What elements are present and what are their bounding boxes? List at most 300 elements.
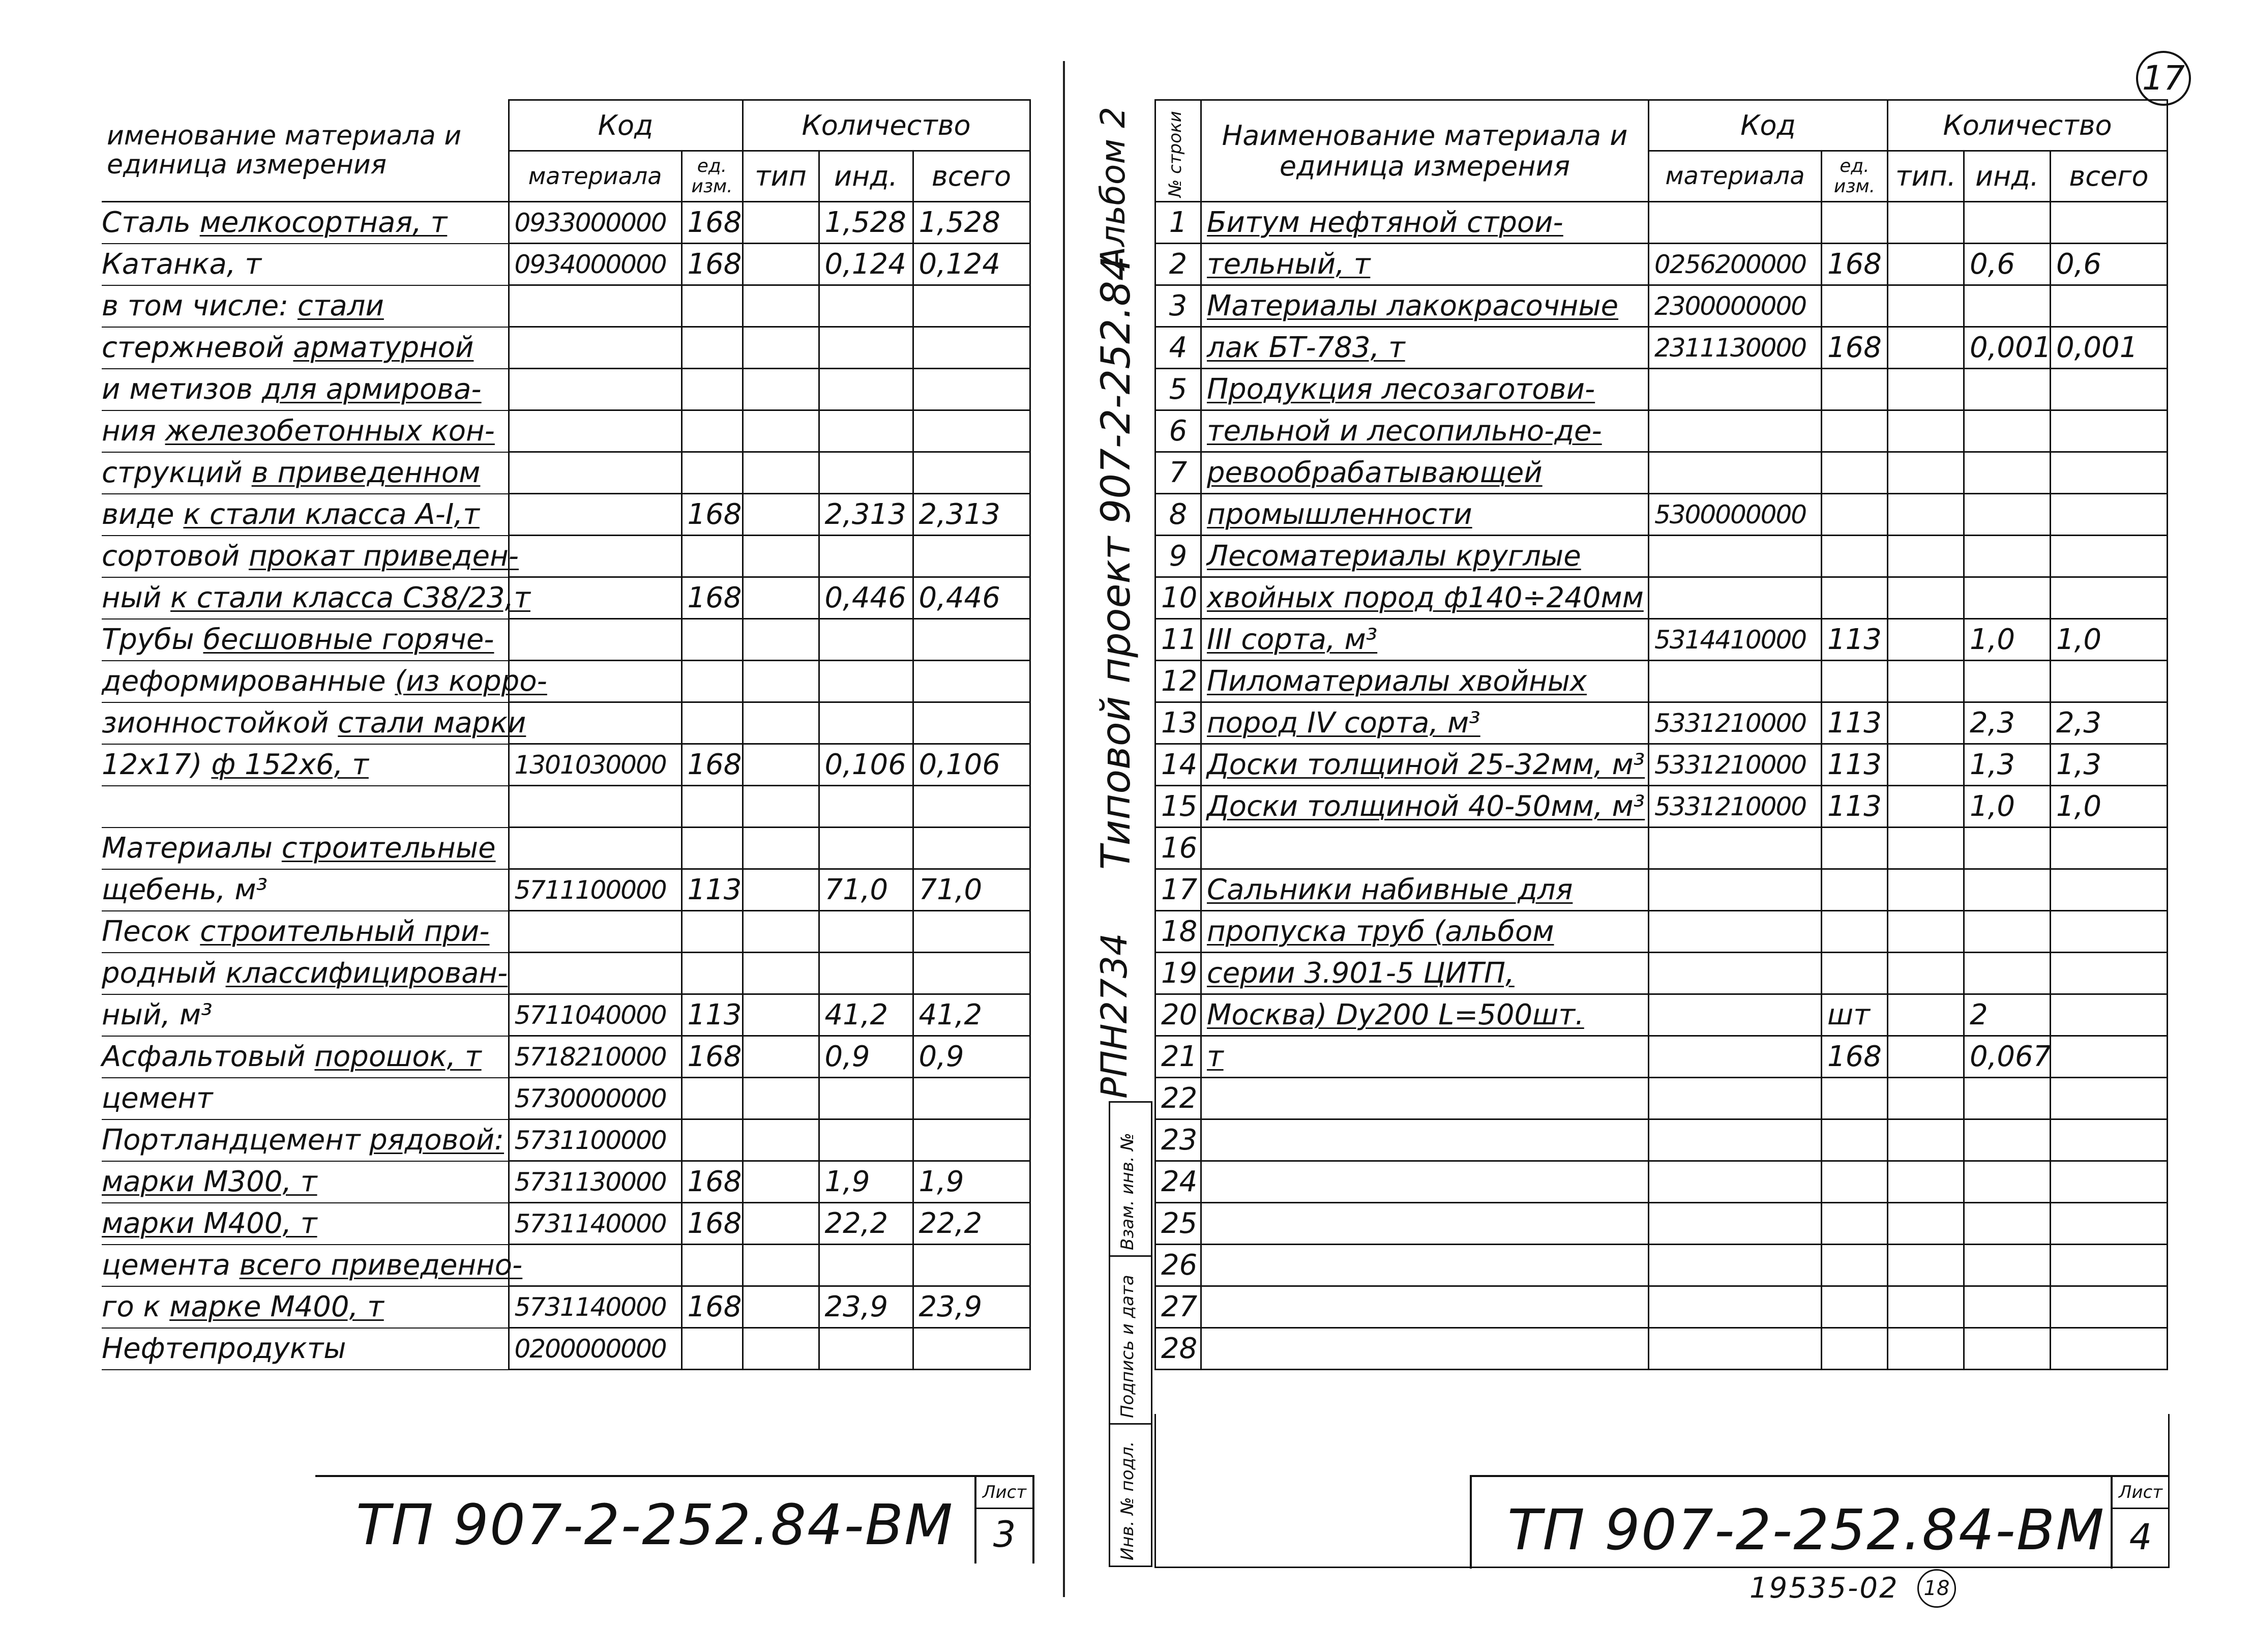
right-stamp-title: ТП 907-2-252.84-ВМ — [1507, 1497, 2106, 1562]
row-unit — [1822, 869, 1888, 911]
row-name — [1201, 1119, 1649, 1161]
row-code: 5731130000 — [509, 1161, 681, 1203]
row-ind — [1964, 452, 2051, 494]
row-ind — [819, 619, 913, 661]
row-total — [913, 536, 1030, 577]
row-code: 0934000000 — [509, 244, 681, 285]
row-typ — [1888, 410, 1964, 452]
row-name — [1201, 452, 1649, 494]
row-unit: 168 — [681, 577, 743, 619]
row-code — [1649, 828, 1822, 869]
left-table-row — [102, 369, 1030, 410]
row-unit — [681, 1328, 743, 1370]
row-total — [2051, 911, 2168, 953]
row-total — [2051, 828, 2168, 869]
right-table-row — [1155, 744, 2168, 786]
row-ind — [819, 661, 913, 702]
row-ind: 1,0 — [1964, 619, 2051, 661]
row-total — [2051, 1078, 2168, 1119]
row-number: 11 — [1155, 619, 1201, 661]
left-table-row — [102, 1078, 1030, 1119]
row-unit: 113 — [1822, 619, 1888, 661]
row-code: 5711040000 — [509, 994, 681, 1036]
row-ind: 0,106 — [819, 744, 913, 786]
row-ind — [819, 536, 913, 577]
row-ind: 0,001 — [1964, 327, 2051, 369]
row-typ — [1888, 994, 1964, 1036]
row-total — [2051, 661, 2168, 702]
left-table-row — [102, 1161, 1030, 1203]
row-unit — [1822, 953, 1888, 994]
right-page — [1104, 0, 2253, 1652]
row-name-text: Пиломатериалы хвойных — [1207, 665, 1587, 698]
page-fold-line — [1063, 61, 1065, 1597]
row-typ — [743, 452, 819, 494]
row-unit — [681, 619, 743, 661]
row-ind — [819, 452, 913, 494]
row-name — [1201, 285, 1649, 327]
left-sheet-number: 3 — [993, 1514, 1016, 1555]
row-unit: 113 — [1822, 702, 1888, 744]
row-total — [2051, 1203, 2168, 1245]
row-prefix: деформированные — [102, 665, 386, 698]
right-table-row — [1155, 452, 2168, 494]
row-number: 18 — [1155, 911, 1201, 953]
row-name-text: Продукция лесозаготови- — [1207, 373, 1595, 406]
left-table-row — [102, 702, 1030, 744]
row-typ — [1888, 911, 1964, 953]
row-unit: 113 — [681, 994, 743, 1036]
row-code — [1649, 452, 1822, 494]
row-total — [913, 1328, 1030, 1370]
row-name — [1201, 1161, 1649, 1203]
footer-circle: 18 — [1917, 1569, 1956, 1608]
row-typ — [743, 369, 819, 410]
row-total: 0,446 — [913, 577, 1030, 619]
row-total — [2051, 1328, 2168, 1370]
row-number: 22 — [1155, 1078, 1201, 1119]
row-ind — [819, 1328, 913, 1370]
right-table-row — [1155, 410, 2168, 452]
row-unit — [1822, 202, 1888, 244]
row-number: 23 — [1155, 1119, 1201, 1161]
row-code — [1649, 369, 1822, 410]
row-unit: 168 — [681, 1203, 743, 1245]
row-typ — [1888, 536, 1964, 577]
spine-project: Типовой проект 907-2-252.84 — [1093, 255, 1139, 870]
right-header-ind: инд. — [1964, 151, 2051, 202]
row-code — [509, 953, 681, 994]
row-unit — [681, 911, 743, 953]
row-typ — [1888, 1161, 1964, 1203]
row-unit — [1822, 494, 1888, 536]
row-ind — [819, 285, 913, 327]
row-ind: 22,2 — [819, 1203, 913, 1245]
right-table-row — [1155, 1161, 2168, 1203]
row-total — [2051, 369, 2168, 410]
row-prefix: цемент — [102, 1082, 213, 1115]
row-prefix: сортовой — [102, 540, 240, 573]
row-number: 28 — [1155, 1328, 1201, 1370]
right-table-row — [1155, 869, 2168, 911]
row-name: строительные — [281, 832, 496, 865]
row-unit — [1822, 577, 1888, 619]
row-typ — [1888, 702, 1964, 744]
row-ind — [819, 911, 913, 953]
left-spec-table — [102, 99, 1031, 1370]
row-total — [913, 369, 1030, 410]
left-header-code-mat: материала — [509, 151, 681, 202]
row-number: 21 — [1155, 1036, 1201, 1078]
row-unit — [1822, 1119, 1888, 1161]
row-name — [1201, 744, 1649, 786]
row-number: 16 — [1155, 828, 1201, 869]
row-total — [913, 828, 1030, 869]
row-unit — [681, 327, 743, 369]
row-code — [1649, 1036, 1822, 1078]
row-total — [2051, 1119, 2168, 1161]
right-table-row — [1155, 369, 2168, 410]
row-code — [509, 452, 681, 494]
row-ind — [1964, 202, 2051, 244]
row-total: 1,528 — [913, 202, 1030, 244]
row-name: стали марки — [338, 706, 526, 740]
right-table-row — [1155, 1078, 2168, 1119]
strip-label-inv: Инв. № подл. — [1117, 1441, 1138, 1560]
row-unit — [1822, 911, 1888, 953]
row-ind — [1964, 1245, 2051, 1286]
row-name — [1201, 661, 1649, 702]
row-ind: 0,124 — [819, 244, 913, 285]
right-left-strip — [1109, 1101, 1152, 1567]
row-name-text: пород IV сорта, м³ — [1207, 706, 1480, 740]
row-total — [2051, 1245, 2168, 1286]
row-name: к стали класса С38/23,т — [170, 581, 530, 614]
row-number: 27 — [1155, 1286, 1201, 1328]
row-typ — [1888, 244, 1964, 285]
row-unit: 113 — [1822, 786, 1888, 828]
row-code: 5718210000 — [509, 1036, 681, 1078]
row-total — [913, 1119, 1030, 1161]
left-table-row — [102, 244, 1030, 285]
left-header-total: всего — [913, 151, 1030, 202]
row-number: 24 — [1155, 1161, 1201, 1203]
row-total — [913, 702, 1030, 744]
row-name — [1201, 953, 1649, 994]
row-unit — [681, 369, 743, 410]
right-table-row — [1155, 994, 2168, 1036]
row-ind: 71,0 — [819, 869, 913, 911]
row-total — [2051, 953, 2168, 994]
right-header-total: всего — [2051, 151, 2168, 202]
left-table-row — [102, 1245, 1030, 1286]
row-code — [509, 285, 681, 327]
row-typ — [1888, 1078, 1964, 1119]
right-table-row — [1155, 1036, 2168, 1078]
row-unit — [1822, 1203, 1888, 1245]
row-typ — [743, 1078, 819, 1119]
row-ind — [819, 786, 913, 828]
row-code: 5731140000 — [509, 1286, 681, 1328]
row-unit: 168 — [1822, 1036, 1888, 1078]
row-total: 1,9 — [913, 1161, 1030, 1203]
row-total: 0,6 — [2051, 244, 2168, 285]
row-name-text: серии 3.901-5 ЦИТП, — [1207, 957, 1515, 990]
row-total: 71,0 — [913, 869, 1030, 911]
row-code — [1649, 869, 1822, 911]
row-ind — [819, 1245, 913, 1286]
row-total: 22,2 — [913, 1203, 1030, 1245]
row-prefix: Портландцемент — [102, 1124, 361, 1157]
row-typ — [743, 661, 819, 702]
row-typ — [743, 828, 819, 869]
row-name: ф 152х6, т — [211, 748, 369, 781]
left-table-row — [102, 661, 1030, 702]
row-code — [509, 786, 681, 828]
row-prefix: стержневой — [102, 331, 284, 364]
row-total — [913, 619, 1030, 661]
row-code — [1649, 1328, 1822, 1370]
row-name: всего приведенно- — [239, 1249, 523, 1282]
row-unit — [681, 1078, 743, 1119]
row-ind — [1964, 1119, 2051, 1161]
left-sheet-label: Лист — [976, 1477, 1032, 1509]
row-typ — [743, 327, 819, 369]
row-ind — [1964, 410, 2051, 452]
row-typ — [743, 744, 819, 786]
right-table-row — [1155, 1286, 2168, 1328]
row-unit: 168 — [681, 744, 743, 786]
row-number: 2 — [1155, 244, 1201, 285]
row-name: строительный при- — [200, 915, 490, 948]
row-prefix: виде — [102, 498, 174, 531]
row-total — [2051, 536, 2168, 577]
left-table-row — [102, 1328, 1030, 1370]
row-unit — [1822, 410, 1888, 452]
row-name — [1201, 1328, 1649, 1370]
row-number: 6 — [1155, 410, 1201, 452]
row-prefix: Асфальтовый — [102, 1040, 306, 1073]
row-prefix: Трубы — [102, 623, 194, 656]
row-code — [1649, 1119, 1822, 1161]
row-name: классифицирован- — [225, 957, 508, 990]
row-name: марки М300, т — [102, 1165, 317, 1198]
row-code: 2300000000 — [1649, 285, 1822, 327]
right-header-code: Код — [1649, 100, 1888, 151]
row-code — [1649, 994, 1822, 1036]
row-name — [1201, 828, 1649, 869]
row-code — [509, 911, 681, 953]
row-prefix: Нефтепродукты — [102, 1332, 346, 1365]
row-code — [509, 577, 681, 619]
row-prefix: цемента — [102, 1249, 230, 1282]
row-total — [913, 327, 1030, 369]
row-typ — [743, 619, 819, 661]
row-name — [1201, 369, 1649, 410]
row-typ — [743, 911, 819, 953]
row-code: 5331210000 — [1649, 744, 1822, 786]
row-ind — [1964, 1286, 2051, 1328]
row-total: 23,9 — [913, 1286, 1030, 1328]
row-ind: 41,2 — [819, 994, 913, 1036]
row-unit — [1822, 1328, 1888, 1370]
row-code — [1649, 911, 1822, 953]
row-unit: 168 — [681, 1161, 743, 1203]
strip-label-replace: Взам. инв. № — [1117, 1133, 1138, 1250]
row-name: мелкосортная, т — [199, 206, 448, 240]
row-typ — [1888, 786, 1964, 828]
row-typ — [1888, 452, 1964, 494]
row-ind — [819, 1078, 913, 1119]
row-ind: 1,9 — [819, 1161, 913, 1203]
row-code — [509, 327, 681, 369]
row-number: 1 — [1155, 202, 1201, 244]
left-table-row — [102, 619, 1030, 661]
row-code: 5300000000 — [1649, 494, 1822, 536]
row-prefix: родный — [102, 957, 217, 990]
row-prefix: го к — [102, 1290, 161, 1323]
right-header-rowno-cell — [1155, 100, 1201, 202]
row-unit — [681, 1119, 743, 1161]
row-typ — [743, 202, 819, 244]
row-name-text: Доски толщиной 25-32мм, м³ — [1207, 748, 1645, 781]
row-typ — [743, 536, 819, 577]
row-unit — [681, 702, 743, 744]
row-ind: 1,528 — [819, 202, 913, 244]
left-page — [0, 0, 1068, 1652]
row-unit — [1822, 1245, 1888, 1286]
left-table-row — [102, 410, 1030, 452]
row-prefix: щебень, м³ — [102, 873, 268, 906]
row-unit — [1822, 1286, 1888, 1328]
row-code — [1649, 1203, 1822, 1245]
left-table-row — [102, 1119, 1030, 1161]
left-table-row — [102, 1036, 1030, 1078]
row-prefix: ния — [102, 415, 156, 448]
left-table-row — [102, 494, 1030, 536]
row-unit — [681, 1245, 743, 1286]
row-code: 5711100000 — [509, 869, 681, 911]
row-ind — [819, 327, 913, 369]
row-total — [913, 786, 1030, 828]
row-name-text: Москва) Dу200 L=500шт. — [1207, 998, 1584, 1031]
row-unit: 168 — [681, 244, 743, 285]
right-table-row — [1155, 661, 2168, 702]
row-number: 8 — [1155, 494, 1201, 536]
page-mark: 17 — [2136, 51, 2191, 106]
left-stamp-title: ТП 907-2-252.84-ВМ — [356, 1492, 954, 1557]
row-code: 1301030000 — [509, 744, 681, 786]
row-typ — [1888, 869, 1964, 911]
row-name — [1201, 410, 1649, 452]
row-total: 2,3 — [2051, 702, 2168, 744]
row-number: 7 — [1155, 452, 1201, 494]
row-typ — [743, 1286, 819, 1328]
row-typ — [743, 577, 819, 619]
row-number: 19 — [1155, 953, 1201, 994]
row-typ — [1888, 1203, 1964, 1245]
row-ind: 2 — [1964, 994, 2051, 1036]
left-table-row — [102, 327, 1030, 369]
row-number: 13 — [1155, 702, 1201, 744]
row-total — [913, 1245, 1030, 1286]
row-typ — [1888, 744, 1964, 786]
row-typ — [1888, 1119, 1964, 1161]
row-number: 14 — [1155, 744, 1201, 786]
left-table-row — [102, 285, 1030, 327]
row-name-text: Сальники набивные для — [1207, 873, 1573, 906]
left-header-unit: ед. изм. — [681, 151, 743, 202]
row-code: 5731140000 — [509, 1203, 681, 1245]
row-name-text: ревообрабатывающей — [1207, 456, 1543, 489]
row-unit — [681, 828, 743, 869]
row-typ — [1888, 619, 1964, 661]
left-table-row — [102, 744, 1030, 786]
row-prefix: зионностойкой — [102, 706, 329, 740]
row-total: 1,0 — [2051, 786, 2168, 828]
row-number: 10 — [1155, 577, 1201, 619]
row-name — [1201, 577, 1649, 619]
row-typ — [1888, 577, 1964, 619]
right-table-row — [1155, 1245, 2168, 1286]
row-name: в приведенном — [251, 456, 481, 489]
row-total — [2051, 285, 2168, 327]
row-number: 12 — [1155, 661, 1201, 702]
row-code — [1649, 661, 1822, 702]
row-code: 2311130000 — [1649, 327, 1822, 369]
row-ind — [1964, 911, 2051, 953]
row-unit: 168 — [1822, 244, 1888, 285]
row-code: 5731100000 — [509, 1119, 681, 1161]
right-table-row — [1155, 1119, 2168, 1161]
row-total: 41,2 — [913, 994, 1030, 1036]
right-table-row — [1155, 244, 2168, 285]
row-total — [913, 452, 1030, 494]
row-typ — [743, 494, 819, 536]
right-table-row — [1155, 285, 2168, 327]
row-total: 0,106 — [913, 744, 1030, 786]
row-unit — [1822, 1161, 1888, 1203]
row-code: 0200000000 — [509, 1328, 681, 1370]
row-typ — [743, 1161, 819, 1203]
right-table-row — [1155, 619, 2168, 661]
row-typ — [1888, 202, 1964, 244]
left-header-code: Код — [509, 100, 743, 151]
row-number: 4 — [1155, 327, 1201, 369]
row-name: порошок, т — [314, 1040, 482, 1073]
row-ind: 2,3 — [1964, 702, 2051, 744]
row-code — [1649, 410, 1822, 452]
row-ind — [1964, 577, 2051, 619]
row-total — [2051, 452, 2168, 494]
row-typ — [1888, 1036, 1964, 1078]
row-ind — [1964, 1203, 2051, 1245]
row-code — [1649, 1078, 1822, 1119]
row-ind — [1964, 869, 2051, 911]
right-table-row — [1155, 327, 2168, 369]
row-typ — [1888, 953, 1964, 994]
row-typ — [1888, 285, 1964, 327]
row-typ — [1888, 327, 1964, 369]
right-table-row — [1155, 1328, 2168, 1370]
left-table-row — [102, 869, 1030, 911]
row-name-text: хвойных пород ф140÷240мм — [1207, 581, 1644, 614]
row-code — [1649, 536, 1822, 577]
row-typ — [743, 702, 819, 744]
right-table-row — [1155, 577, 2168, 619]
row-prefix: Песок — [102, 915, 191, 948]
row-ind — [1964, 1328, 2051, 1370]
